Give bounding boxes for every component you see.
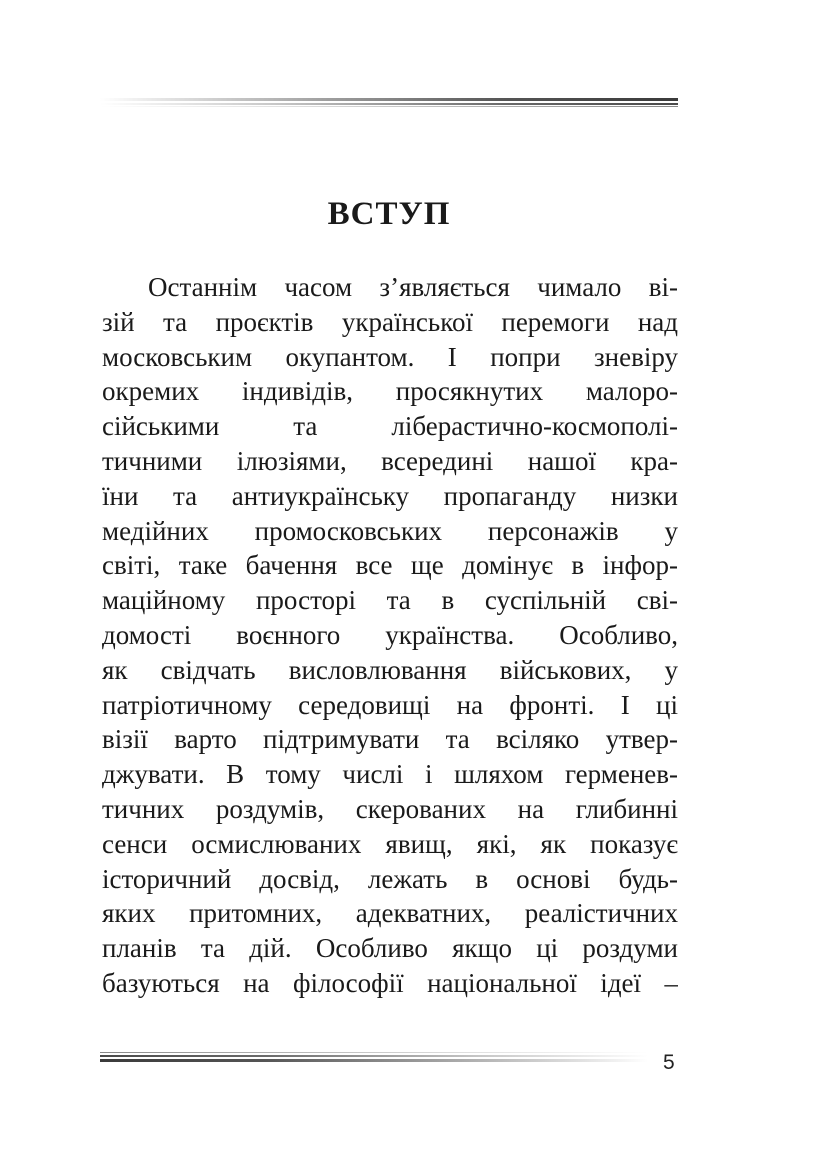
text-line: яких притомних, адекватних, реалістичних: [102, 898, 678, 929]
text-line: патріотичному середовищі на фронті. І ці: [102, 689, 678, 720]
text-line: медійних промосковських персонажів у: [102, 515, 678, 546]
text-line: візії варто підтримувати та всіляко утвер-: [102, 724, 678, 755]
text-line: світі, таке бачення все ще домінує в інфор-: [102, 550, 678, 581]
text-line: історичний досвід, лежать в основі будь-: [102, 863, 678, 894]
page-title: ВСТУП: [327, 196, 451, 232]
text-line: домості воєнного українства. Особливо,: [102, 619, 678, 650]
text-line: московським окупантом. І попри зневіру: [102, 341, 678, 372]
text-line: тичних роздумів, скерованих на глибинні: [102, 793, 678, 824]
text-line: зій та проєктів української перемоги над: [102, 306, 678, 337]
text-line: Останнім часом з’являється чимало ві-: [148, 272, 678, 302]
text-line: окремих індивідів, просякнутих малоро-: [102, 376, 678, 407]
text-line: сійськими та ліберастично-космополі-: [102, 411, 678, 442]
text-line: планів та дій. Особливо якщо ці роздуми: [102, 933, 678, 964]
text-line: тичними ілюзіями, всередині нашої кра-: [102, 445, 678, 476]
text-line: базуються на філософії національної ідеї –: [102, 967, 678, 998]
text-line: маційному просторі та в суспільній сві-: [102, 585, 678, 616]
text-line: як свідчать висловлювання військових, у: [102, 654, 678, 685]
top-decorative-rule: [100, 98, 678, 108]
body-text: [102, 270, 678, 1001]
text-line: їни та антиукраїнську пропаганду низки: [102, 480, 678, 511]
page-number: 5: [663, 1051, 675, 1074]
text-line: сенси осмислюваних явищ, які, як показує: [102, 828, 678, 859]
bottom-decorative-rule: [100, 1052, 648, 1062]
text-line: джувати. В тому числі і шляхом герменев-: [102, 759, 678, 790]
